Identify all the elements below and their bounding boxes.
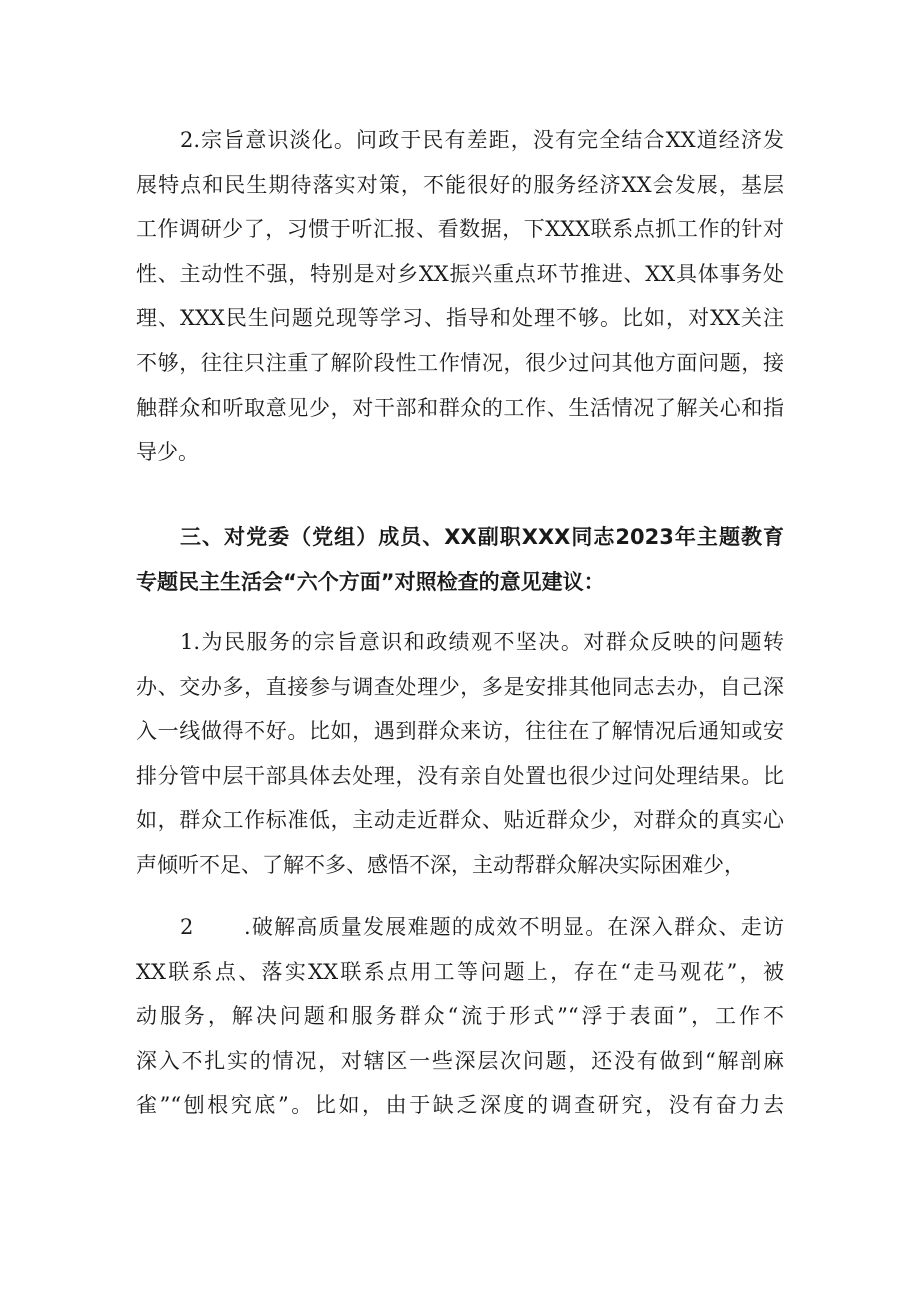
paragraph-line: 动服务，解决问题和服务群众“流于形式”“浮于表面”，工作不 xyxy=(136,1004,784,1029)
paragraph-line: 如，群众工作标准低，主动走近群众、贴近群众少，对群众的真实心 xyxy=(136,808,784,833)
paragraph-3 xyxy=(136,905,784,1128)
paragraph-line: 排分管中层干部具体去处理，没有亲自处置也很少过问处理结果。比 xyxy=(136,763,784,788)
paragraph-line: 导少。 xyxy=(136,440,199,465)
paragraph-line: 办、交办多，直接参与调查处理少，多是安排其他同志去办，自己深 xyxy=(136,674,784,699)
paragraph-line: 触群众和听取意见少，对干部和群众的工作、生活情况了解关心和指 xyxy=(136,395,784,420)
paragraph-1 xyxy=(136,118,784,475)
section-heading xyxy=(136,515,784,604)
paragraph-line: XX联系点、落实XX联系点用工等问题上，存在“走马观花”，被 xyxy=(136,959,784,984)
paragraph-2 xyxy=(136,620,784,888)
heading-line: 三、对党委（党组）成员、XX副职XXX同志2023年主题教育 xyxy=(180,525,784,549)
paragraph-line: 雀”“刨根究底”。比如，由于缺乏深度的调查研究，没有奋力去 xyxy=(136,1093,784,1118)
paragraph-line: 不够，往往只注重了解阶段性工作情况，很少过问其他方面问题，接 xyxy=(136,350,784,375)
paragraph-line: 入一线做得不好。比如，遇到群众来访，往往在了解情况后通知或安 xyxy=(136,719,784,744)
paragraph-line: 理、XXX民生问题兑现等学习、指导和处理不够。比如，对XX关注 xyxy=(136,306,784,331)
paragraph-line: 展特点和民生期待落实对策，不能很好的服务经济XX会发展，基层 xyxy=(136,172,784,197)
heading-line: 专题民主生活会“六个方面”对照检查的意见建议： xyxy=(136,569,605,594)
paragraph-line: 1.为民服务的宗旨意识和政绩观不坚决。对群众反映的问题转 xyxy=(180,630,784,654)
paragraph-line: 性、主动性不强，特别是对乡XX振兴重点环节推进、XX具体事务处 xyxy=(136,261,784,286)
paragraph-first-line xyxy=(136,905,784,950)
paragraph-line: 声倾听不足、了解不多、感悟不深，主动帮群众解决实际困难少， xyxy=(136,852,745,877)
item-number: 2 xyxy=(180,915,194,939)
paragraph-line: 工作调研少了，习惯于听汇报、看数据，下XXX联系点抓工作的针对 xyxy=(136,217,784,242)
paragraph-line: .破解高质量发展难题的成效不明显。在深入群众、走访 xyxy=(244,915,784,939)
paragraph-line: 2.宗旨意识淡化。问政于民有差距，没有完全结合XX道经济发 xyxy=(180,128,784,152)
paragraph-line: 深入不扎实的情况，对辖区一些深层次问题，还没有做到“解剖麻 xyxy=(136,1048,784,1073)
